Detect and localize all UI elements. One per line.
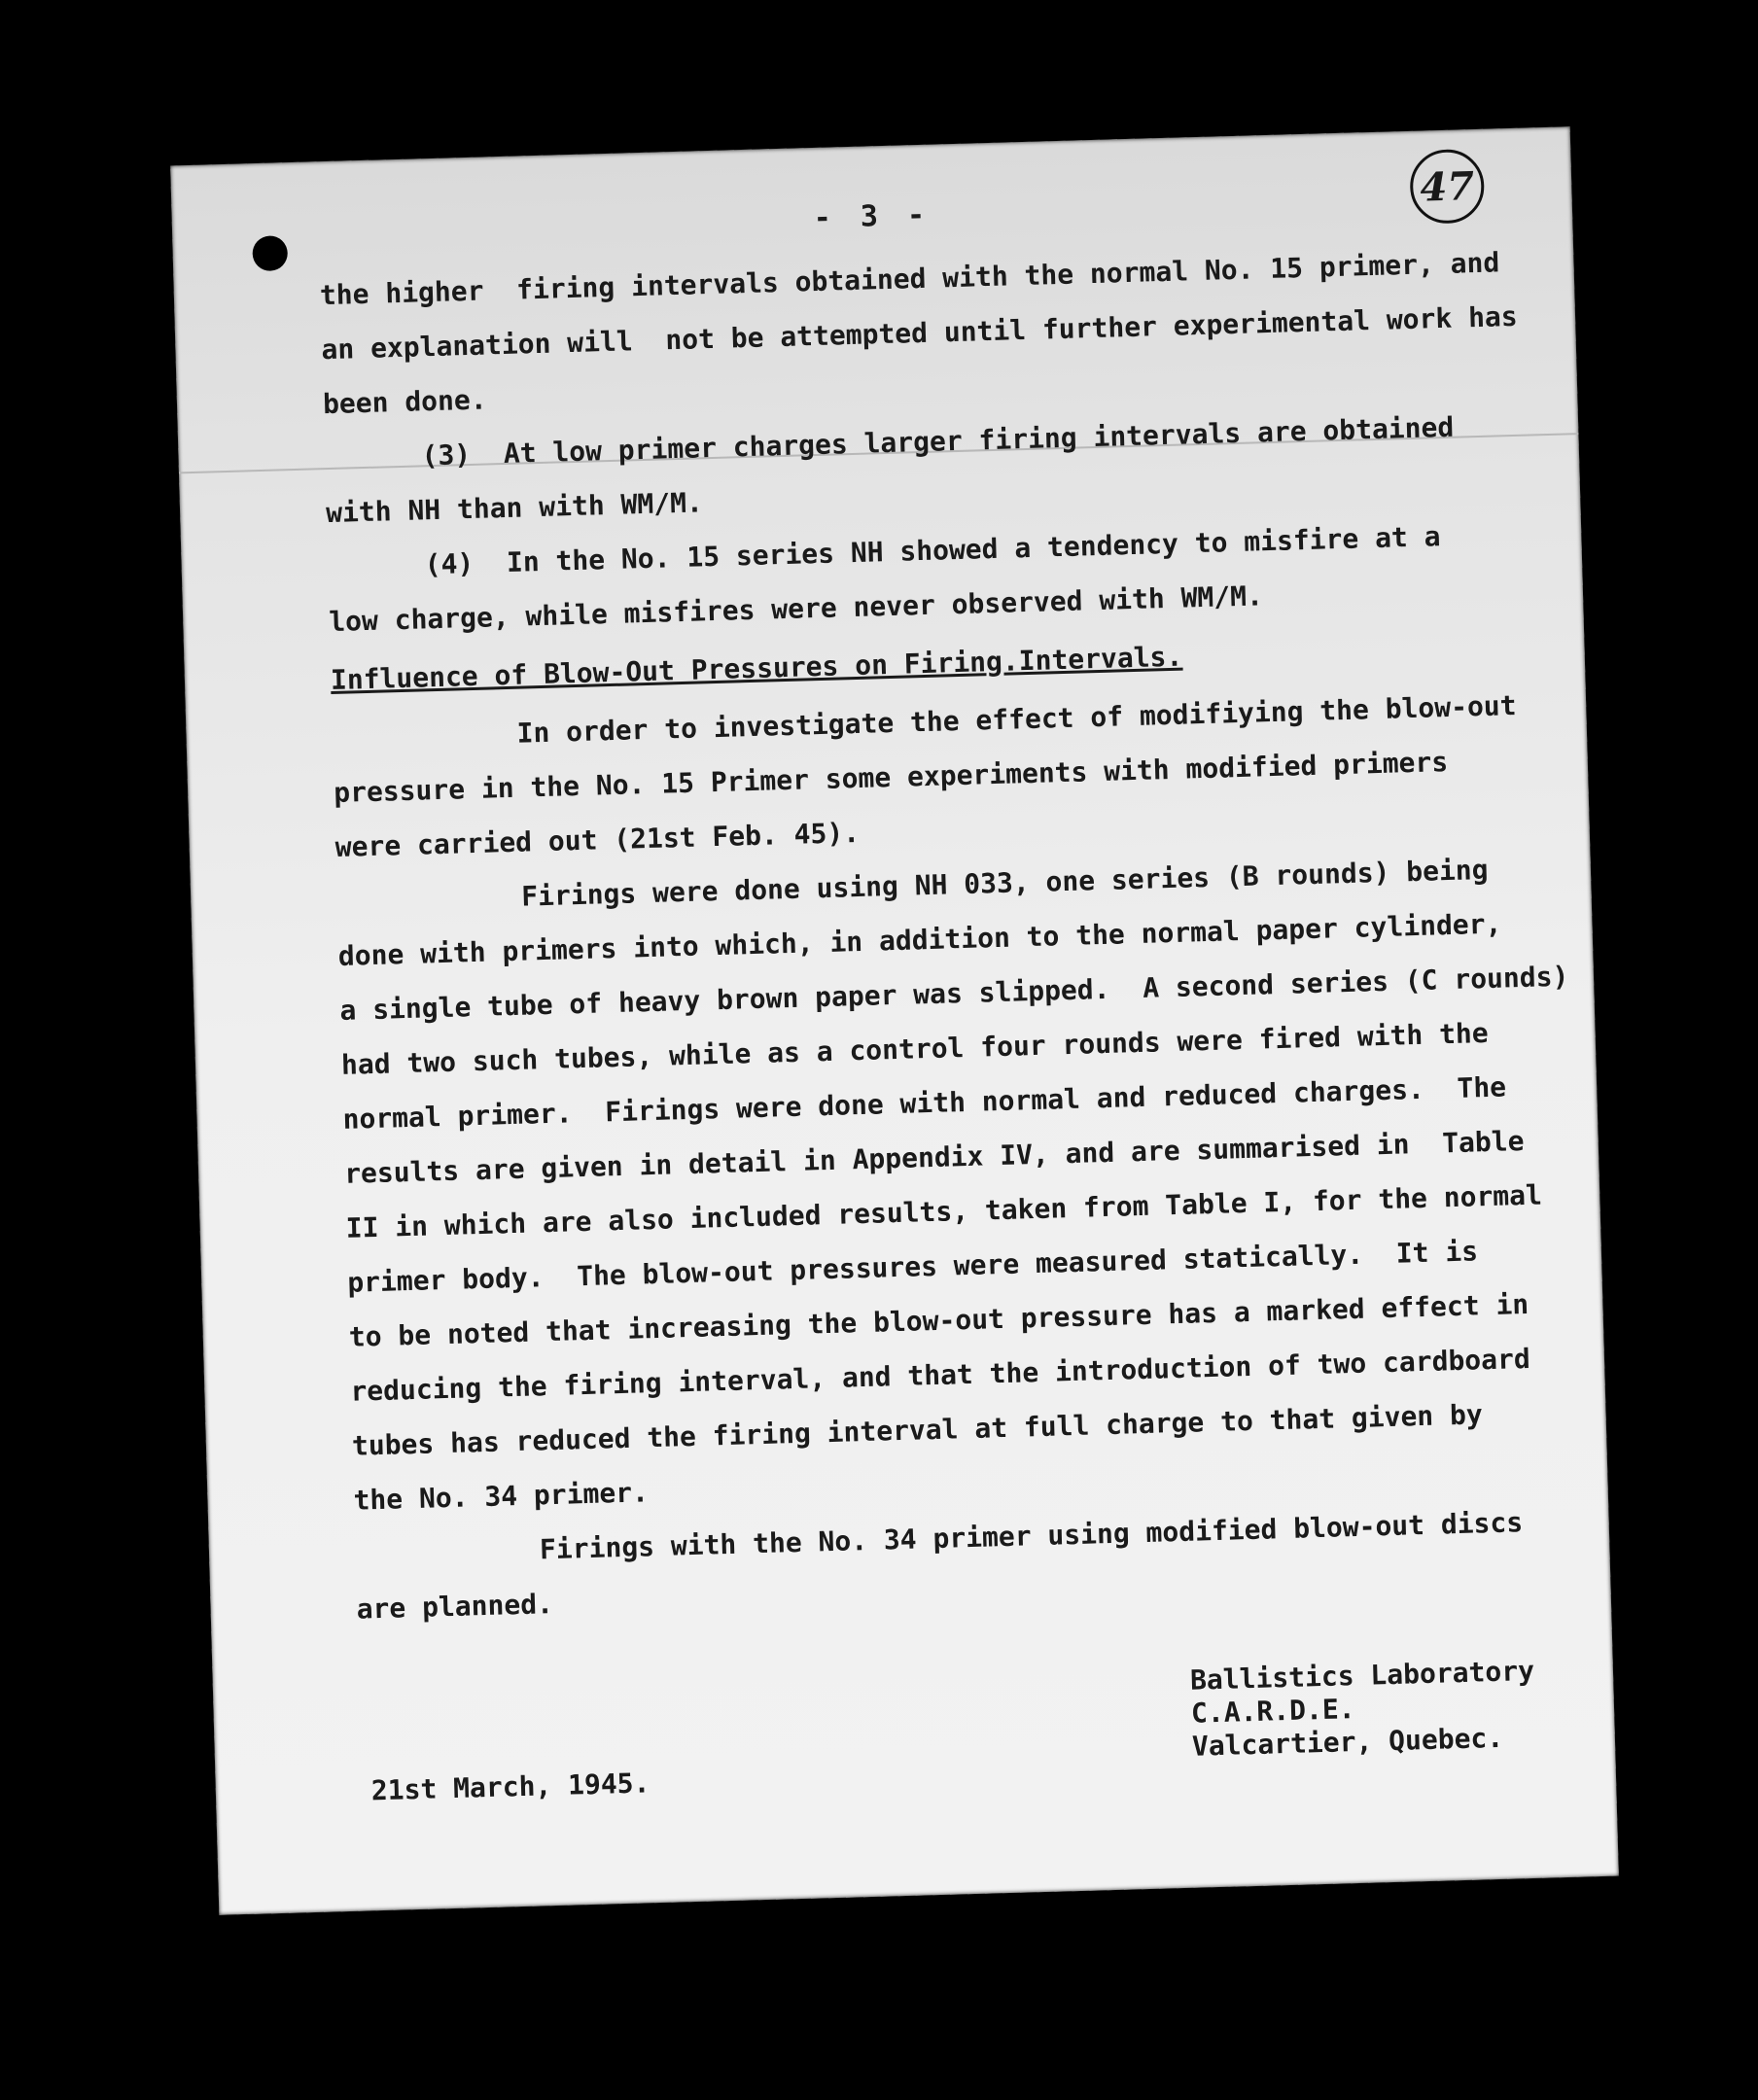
text-line: had two such tubes, while as a control four rounds were fired with the — [340, 1016, 1490, 1081]
text-line: results are given in detail in Appendix IV, and are summarised in Table — [343, 1124, 1525, 1190]
signature-line: Ballistics Laboratory — [1189, 1654, 1535, 1697]
signature-line: C.A.R.D.E. — [1190, 1693, 1355, 1730]
text-line: the No. 34 primer. — [353, 1476, 650, 1517]
text-line: reducing the firing interval, and that the introduction of two cardboard — [349, 1342, 1531, 1408]
text-line: the higher firing intervals obtained with the normal No. 15 primer, and — [319, 246, 1500, 312]
section-heading: Influence of Blow-Out Pressures on Firing.Intervals. — [330, 640, 1183, 697]
text-line: are planned. — [356, 1588, 554, 1626]
text-line: primer body. The blow-out pressures were measured statically. It is — [346, 1235, 1479, 1299]
text-line: a single tube of heavy brown paper was slipped. A second series (C rounds) — [339, 960, 1569, 1027]
text-line: In order to investigate the effect of modifiying the blow-out — [516, 689, 1517, 750]
text-line: (3) At low primer charges larger firing intervals are obtained — [421, 410, 1455, 472]
document-page — [170, 126, 1619, 1915]
signature-line: Valcartier, Quebec. — [1191, 1721, 1504, 1763]
text-line: Firings with the No. 34 primer using modified blow-out discs — [539, 1506, 1524, 1566]
signature-block — [1190, 1655, 1537, 1764]
text-line: pressure in the No. 15 Primer some experiments with modified primers — [333, 746, 1449, 810]
text-line: to be noted that increasing the blow-out pressure has a marked effect in — [348, 1287, 1529, 1353]
text-line: been done. — [322, 383, 488, 421]
body-text — [319, 234, 1572, 1636]
text-line: an explanation will not be attempted until further experimental work has — [321, 299, 1519, 367]
text-line: low charge, while misfires were never observed with WM/M. — [328, 579, 1264, 639]
text-line: (4) In the No. 15 series NH showed a tendency to misfire at a — [424, 520, 1441, 581]
folio-number: 47 — [1409, 149, 1485, 225]
text-line: normal primer. Firings were done with normal and reduced charges. The — [342, 1070, 1507, 1136]
document-date: 21st March, 1945. — [370, 1767, 650, 1807]
text-line: Firings were done using NH 033, one series (B rounds) being — [520, 853, 1489, 913]
text-line: with NH than with WM/M. — [325, 486, 704, 530]
text-line: tubes has reduced the firing interval at full charge to that given by — [351, 1398, 1484, 1462]
text-line: done with primers into which, in addition to the normal paper cylinder, — [337, 907, 1502, 972]
text-line: were carried out (21st Feb. 45). — [334, 816, 861, 863]
text-line: II in which are also included results, taken from Table I, for the normal — [345, 1178, 1543, 1244]
page-number: - 3 - — [813, 197, 932, 235]
